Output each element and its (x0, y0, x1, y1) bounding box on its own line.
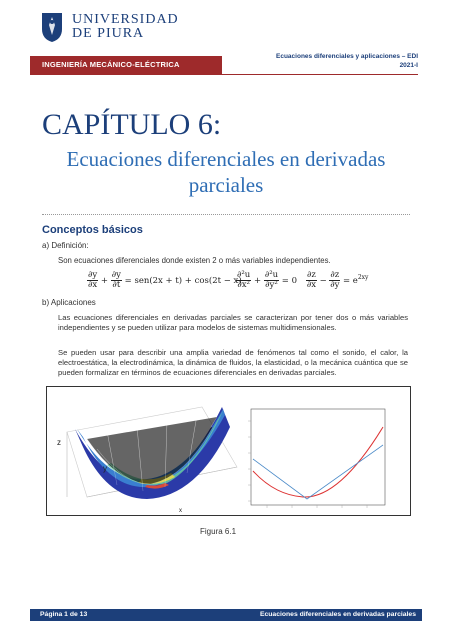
footer-chapter-title: Ecuaciones diferenciales en derivadas parciales (259, 611, 416, 618)
applications-text-2: Se pueden usar para describir una amplia variedad de fenómenos tal como el sonido, el calor, la electroestática, la electrodinámica, la dinámica de fluidos, la elasticidad, o la mecánica cuántica que se pueden formalizar en términos de ecuaciones diferenciales en derivadas parciales. (58, 348, 408, 377)
equation-1: $\frac{\partial y}{\partial x}$ + $\frac{\partial y}{\partial t}$ = sen(2x + t) + cos(2t − x) (88, 270, 242, 290)
applications-text-1: Las ecuaciones diferenciales en derivadas parciales se caracterizan por tener dos o más variables independientes y se pueden utilizar para modelos de sistemas multidimensionales. (58, 313, 408, 332)
logo-university: UNIVERSIDAD (72, 12, 179, 27)
axis-label-z: z (57, 438, 61, 447)
figure-caption: Figura 6.1 (200, 527, 237, 536)
university-crest-icon (40, 11, 64, 43)
axis-label-y: y (103, 464, 107, 473)
surface-plot (67, 407, 237, 499)
page-number: Página 1 de 13 (40, 611, 88, 618)
figure-plots (47, 387, 410, 515)
curve-plot (248, 409, 385, 508)
section-heading: Conceptos básicos (42, 224, 143, 236)
definition-text: Son ecuaciones diferenciales donde existen 2 o más variables independientes. (58, 256, 331, 265)
logo-piura: DE PIURA (72, 26, 145, 41)
figure-6-1 (46, 386, 411, 516)
applications-label: b) Aplicaciones (42, 298, 96, 307)
definition-label: a) Definición: (42, 241, 89, 250)
chapter-title: CAPÍTULO 6: (42, 108, 222, 141)
axis-label-x: x (179, 508, 182, 514)
equation-2: $\frac{\text{∂²u}}{\text{∂x²}}$ + $\frac{\text{∂²u}}{\text{∂y²}}$ = 0 (237, 270, 298, 290)
divider (42, 214, 410, 215)
equation-3: $\frac{\partial z}{\partial x}$ − $\frac{\partial z}{\partial y}$ = $e^{2xy}$ (306, 270, 369, 290)
program-name: INGENIERÍA MECÁNICO-ELÉCTRICA (42, 60, 180, 69)
chapter-subtitle: Ecuaciones diferenciales en derivadas parciales (66, 147, 386, 197)
course-name: Ecuaciones diferenciales y aplicaciones – EDI (276, 53, 418, 60)
term: 2021-I (399, 62, 418, 69)
header-rule (222, 74, 418, 75)
